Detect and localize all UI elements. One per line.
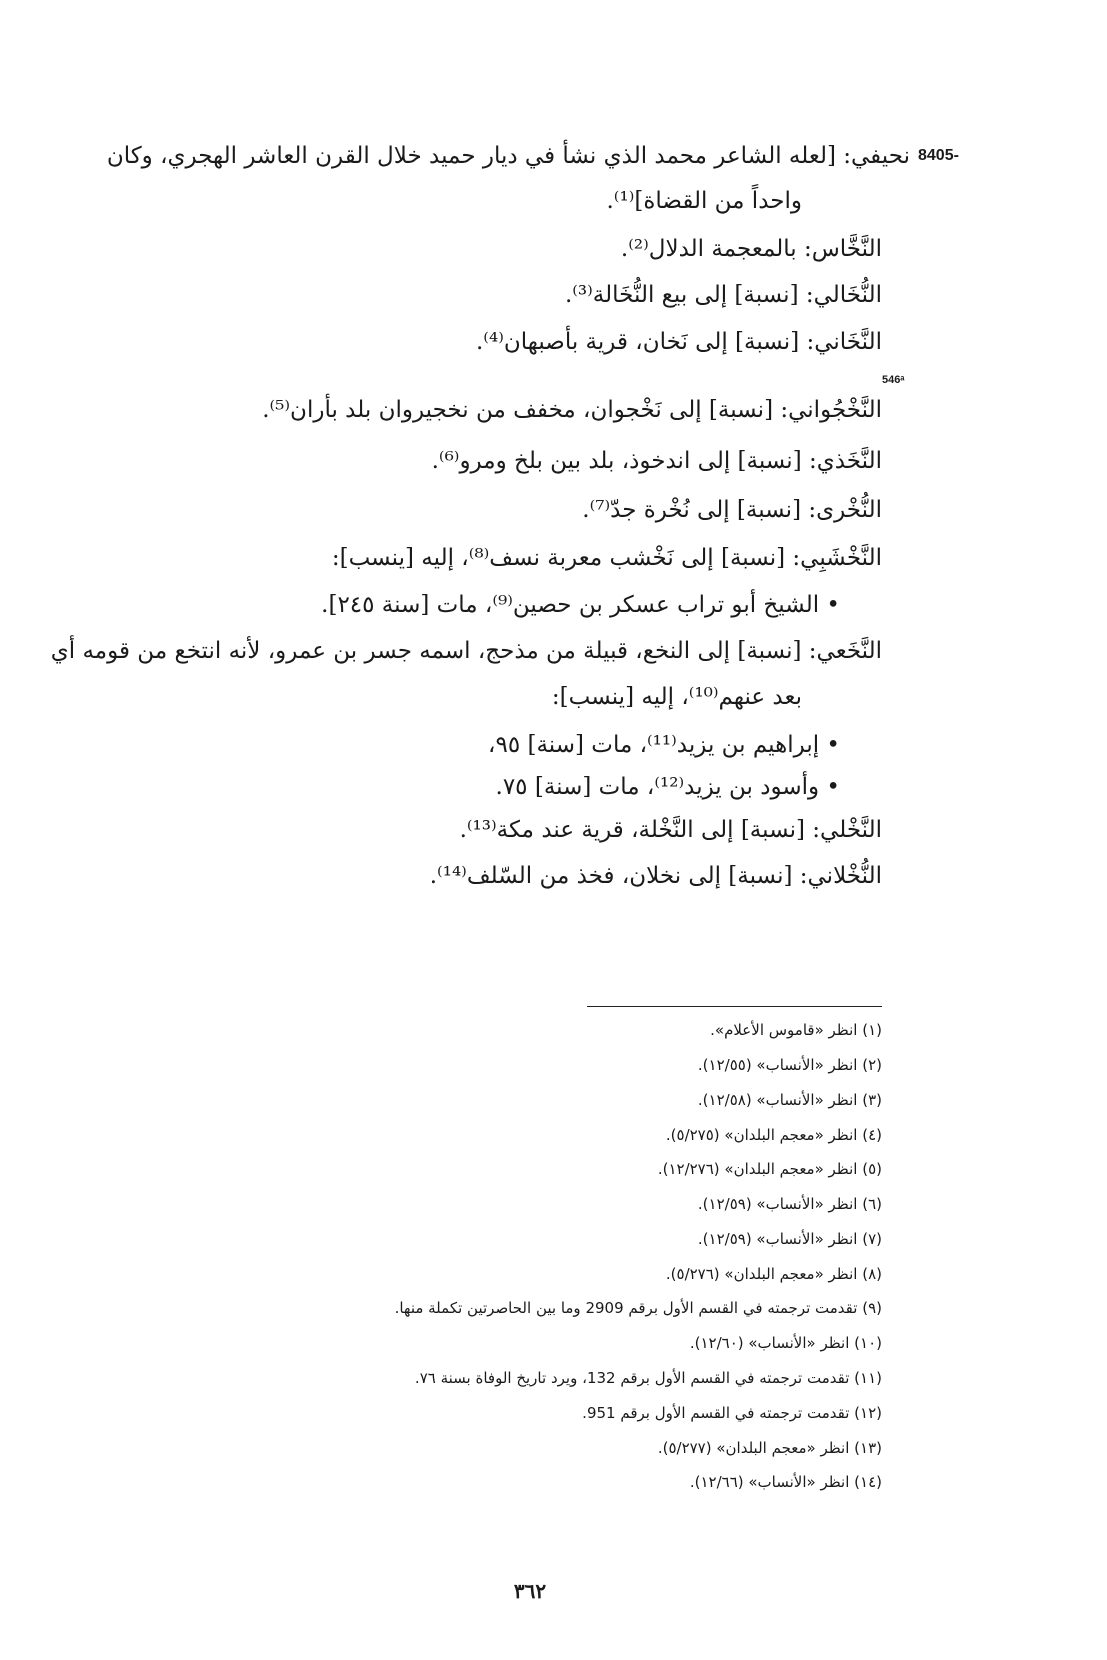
main-text-line: النُّخْرى: [نسبة] إلى نُخْرة جدّ⁽⁷⁾.	[582, 497, 882, 523]
main-text-line: النَّخَعي: [نسبة] إلى النخع، قبيلة من مذحج، اسمه جسر بن عمرو، لأنه انتخع من قومه أي	[50, 638, 882, 664]
list-item: • إبراهيم بن يزيد⁽¹¹⁾، مات [سنة] ٩٥،	[488, 732, 840, 758]
footnote: (١٢) تقدمت ترجمته في القسم الأول برقم 951.	[582, 1404, 882, 1422]
list-item: • وأسود بن يزيد⁽¹²⁾، مات [سنة] ٧٥.	[495, 774, 840, 800]
footnote: (٤) انظر «معجم البلدان» (٥/٢٧٥).	[665, 1126, 882, 1144]
main-text-line: النَّخْلي: [نسبة] إلى النَّخْلة، قرية عند مكة⁽¹³⁾.	[459, 817, 882, 843]
footnote: (١٠) انظر «الأنساب» (١٢/٦٠).	[689, 1334, 882, 1352]
footnote: (٩) تقدمت ترجمته في القسم الأول برقم 2909 وما بين الحاصرتين تكملة منها.	[394, 1299, 882, 1317]
footnote: (١٤) انظر «الأنساب» (١٢/٦٦).	[689, 1473, 882, 1491]
main-text-line: النَّخْجُواني: [نسبة] إلى نَخْجوان، مخفف من نخجيروان بلد بأران⁽⁵⁾.	[262, 397, 882, 423]
main-text-line: النَّخَّاس: بالمعجمة الدلال⁽²⁾.	[620, 236, 882, 262]
margin-marker: 546ᵃ	[882, 374, 905, 386]
footnote: (٥) انظر «معجم البلدان» (١٢/٢٧٦).	[657, 1160, 882, 1178]
main-text-line: النُّخَالي: [نسبة] إلى بيع النُّخَالة⁽³⁾.	[564, 282, 882, 308]
footnote: (١١) تقدمت ترجمته في القسم الأول برقم 132، ويرد تاريخ الوفاة بسنة ٧٦.	[414, 1369, 882, 1387]
main-text-line: النَّخْشَبِي: [نسبة] إلى نَخْشب معربة نسف⁽⁸⁾، إليه [ينسب]:	[331, 545, 882, 571]
list-item: • الشيخ أبو تراب عسكر بن حصين⁽⁹⁾، مات [سنة ٢٤٥].	[321, 592, 840, 618]
main-text-line: النُّخْلاني: [نسبة] إلى نخلان، فخذ من السّلف⁽¹⁴⁾.	[429, 863, 882, 889]
main-text-line: النَّخَذي: [نسبة] إلى اندخوذ، بلد بين بلخ ومرو⁽⁶⁾.	[431, 448, 882, 474]
footnote: (٣) انظر «الأنساب» (١٢/٥٨).	[697, 1091, 882, 1109]
entry-number: 8405-	[918, 147, 959, 164]
footnote: (٧) انظر «الأنساب» (١٢/٥٩).	[697, 1230, 882, 1248]
footnote: (٢) انظر «الأنساب» (١٢/٥٥).	[697, 1056, 882, 1074]
footnote: (١٣) انظر «معجم البلدان» (٥/٢٧٧).	[657, 1439, 882, 1457]
main-text-line: واحداً من القضاة]⁽¹⁾.	[606, 188, 802, 214]
main-text-line: نحيفي: [لعله الشاعر محمد الذي نشأ في ديار حميد خلال القرن العاشر الهجري، وكان	[106, 143, 910, 169]
footnote: (٨) انظر «معجم البلدان» (٥/٢٧٦).	[665, 1265, 882, 1283]
footnote-separator	[587, 1006, 882, 1007]
main-text-line: النَّخَاني: [نسبة] إلى نَخان، قرية بأصبهان⁽⁴⁾.	[476, 329, 882, 355]
footnote: (٦) انظر «الأنساب» (١٢/٥٩).	[697, 1195, 882, 1213]
footnote: (١) انظر «قاموس الأعلام».	[710, 1021, 882, 1039]
page-number: ٣٦٢	[513, 1579, 547, 1603]
main-text-line: بعد عنهم⁽¹⁰⁾، إليه [ينسب]:	[551, 684, 802, 710]
